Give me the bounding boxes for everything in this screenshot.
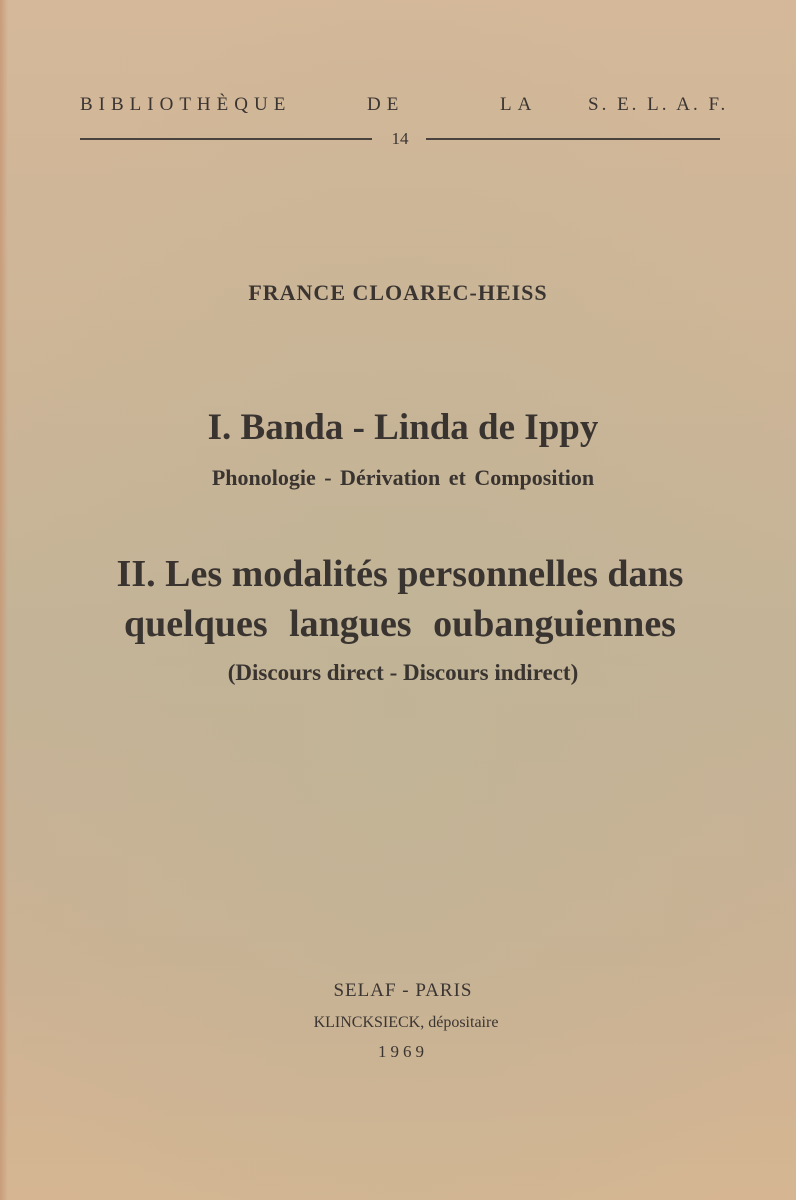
distributor: KLINCKSIECK, dépositaire <box>313 1014 499 1031</box>
part-two-title-line: quelques langues oubanguiennes <box>124 603 676 645</box>
publication-year: 1969 <box>378 1042 428 1061</box>
publisher: SELAF - PARIS <box>333 980 473 1001</box>
series-word-selaf: S. E. L. A. F. <box>588 94 729 115</box>
part-two-title-line: II. Les modalités personnelles dans <box>116 553 684 595</box>
series-rule-right <box>426 138 720 140</box>
part-one-subtitle: Phonologie - Dérivation et Composition <box>211 465 595 490</box>
part-two-subtitle: (Discours direct - Discours indirect) <box>227 660 579 685</box>
series-word-de: DE <box>367 94 405 115</box>
series-word-la: LA <box>500 94 538 115</box>
series-heading <box>80 94 729 120</box>
series-number: 14 <box>391 129 409 148</box>
author-name: FRANCE CLOAREC-HEISS <box>248 280 548 305</box>
series-word-bibliotheque: BIBLIOTHÈQUE <box>80 94 292 115</box>
series-rule-left <box>80 138 372 140</box>
part-one-title: I. Banda - Linda de Ippy <box>207 407 599 448</box>
part-two-title <box>0 549 796 649</box>
